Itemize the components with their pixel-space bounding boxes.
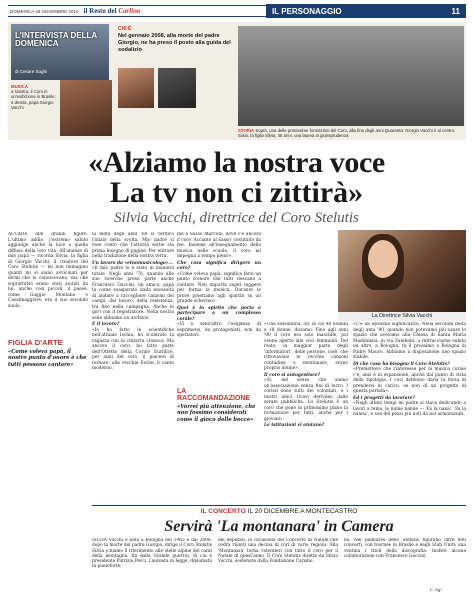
historic-choir-photo (238, 26, 464, 126)
interview-title: L'INTERVISTA DELLA DOMENICA (15, 31, 97, 48)
page-number: 11 (451, 6, 460, 16)
concert-column-2: dei deputati, in occasione del Concerto di Natale che vedrà riuniti una decina di cori di varie regioni. Alla 'Montanara' torna volentieri con tutto il coro per il Natale di quest'anno. Il Coro Stelutis dirette da Silvia Vacchi, sostenute dalla Fondazione Carisbo. (218, 538, 338, 565)
concert-headline: Servirà 'La montanara' in Camera (164, 518, 394, 535)
article-column-4: «Una sessantina, 58, di cui 40 uomini e 18 donne, diciamo. Fino agli anni '90 il coro era solo maschile, poi venne aperto alle voci femminili. Del resto, la maggior parte degli 'informatori', delle persone, cioè, che ritrovavano le vecchie canzoni contadine o montanare, erano proprio donne». Il coro si autogestisce? «Sì, nel senso che siamo un'associazione senza fini di lucro. I coristi sono tutti dei volontari, e i nostri unici ricavi derivano dalle serate pubbliche. Lo Stelutis è un coro che pone in primissimo piano la formazione per tutti, anche per i giovani». Le istituzioni vi aiutano? (264, 322, 348, 428)
sidebox-quote: «Come voleva papà, il nostro punto d'onore è che tutti possano cantare» (8, 349, 87, 368)
racc-title: LA RACCOMANDAZIONE (177, 388, 251, 402)
storia-caption: STORIA Sopra, una delle primissime formazioni del Coro, alla fine degli anni Quaranta: Giorgio Vacchi è al centro. Sotto, la figlia Silvia, 45 anni, una laurea in giurisprudenza (238, 128, 456, 138)
music-caption: MUSICA a sinistra, il Coro in un'esibizione in Brasile; a destra, papà Giorgio Vacchi (11, 84, 56, 110)
article-column-1: ACCADE alle grandi figure. L'ultimo addio, l'estremo saluto aggiunge anche la luce a quella diffusa della loro vita. All'ananse di mio papà — ricorda Silvia, la figlia di Giorgio Vacchi, il creatore del Coro Stelutis — lei non immagino quanti mi si siano avvicinati per dirmi che lo conoscevano, ma che soprattutto erano stati aiutati da lui, anche così piccoli, il paese, come Gaggio Montano o Casalmaggiore, era il suo secondo suolo. (8, 232, 88, 309)
chi-e-box (118, 26, 236, 54)
father-photo (60, 80, 112, 136)
portrait-caption: La Direttrice Silvia Vacchi (338, 312, 466, 321)
byline: di Cesare Sughi (15, 69, 48, 74)
section-banner (266, 4, 466, 18)
newspaper-logo: il Resto del Carlino (83, 7, 141, 15)
choir-photo-small (118, 68, 154, 108)
raccomandazione-box (177, 388, 261, 423)
interview-photo (11, 24, 109, 80)
article-column-3: me a Sasso Marconi, dove c'è ancora il coro 'Accanto al Sasso' costituito da me. Insieme all'insegnamento della musica nelle scuole, il coro mi impegna a tempo pieno». Che cosa significa dirigere un coro? «Come voleva papà, significa farsi un punto d'onore che tutti riescano a cantare. Non importa saper leggere per forma la musica. Durante le prove prestiamo agli spartiti su un grande schermo». Quel è lo spirito che porta a partecipare a un complesso corale? «Vi è senz'altro l'esigenza di esprimersi, da protagonisti, non da spettatori. (177, 232, 261, 338)
racc-quote: «Vorrei più attenzione, che non fossimo considerati come il gioco delle bocce» (177, 404, 256, 423)
headline-line-1: «Alziamo la nostra voce (88, 146, 385, 179)
concert-column-1: SILVIA Vacchi è nata a Bologna nel 1965 e dal 2008, dopo la morte del padre Giorgio, dirige il Coro Stelutis Silvia (chiamo il riferimento alle stelle alpine del canti della montagna, fin dalla Grande guerra), di cui è presidente Patrizia Pecci. Laureata in legge, diplomata in pianoforte. (92, 538, 212, 570)
director-photo-small (158, 68, 196, 108)
page-header (8, 4, 466, 18)
portrait-photo (338, 230, 466, 312)
figlia-darte-box (8, 336, 88, 368)
headline-line-2: La tv non ci zittirà» (109, 176, 364, 209)
masthead (8, 5, 266, 17)
article-column-5: «C'è un episodio significativo. Nella seconda metà degli anni '90, quando non potevamo più usare lo spazio che avevamo alla Chiesa di Santa Maria Maddalena, in via Zamboni, a rintracciarne subito un altro, a Bologna, fu il prossimo a Bologna di Padre Mauro. Abbiamo a disposizione uno spazio stabile. Di che cosa ha bisogno il Coro Stelutis? «Premettevo che l'interesse per la musica corale c'è, anzi è in espansione, anche dal punto di vista della tipologia. I cori debbono darsi la forza di prendersi in carico, se non di un progetto di questa portata». Ed i progetti da lavorare? «Negli ultimi tempi mi padre si stava dedicando a lavori a tema, le ninne nanne — 'Fa la nana'. 'Fa la nanna', e son dei pezzi più noti da noi armonizzati. (353, 322, 466, 417)
section-title: IL PERSONAGGIO (272, 6, 342, 16)
author-signature: c. sg. (430, 588, 443, 593)
subtitle: Silvia Vacchi, direttrice del Coro Stelutis (114, 210, 359, 226)
article-column-2: la metà degli anni '60 si verificò l'inizio della svolta. Mio padre si rese conto che l'attività serbe sta prima bisogno di pagine. Per entrare nella tradizione della nostra terra. Un lavoro da «etnomusicologo»... «E mio padre lo è stato in maniera totale. Negli anni '70, quando alle sue ricerche prese parte anche Francesco Guccini, un amico, papà fu come esasperato dalla necessità di andare a raccogliere canzoni dei campi, del lavoro, della resistenza, tra fino nella campagna. Anche in giro con il registratore. Nella nostra sede abbiamo un archivio. E il lavoro? «Io ho fatto le scientifiche nell'attuale Ischia, ho scontrato la ragazza con la chitarra classica. Ma ancora il coro, ho fatto parte dell'Ottetto della Corale Euridice, per anni del coro, il piacere di tornare, alle vecchie Esche, il canto moderno. (92, 232, 174, 371)
concert-kicker: IL CONCERTO IL 20 DICEMBRE A MONTECASTRO (200, 508, 358, 515)
sidebox-title: FIGLIA D'ARTE (8, 338, 63, 347)
issue-date: DOMENICA 28 NOVEMBRE 2010 (10, 8, 79, 14)
concert-divider (92, 505, 466, 506)
chi-e-label: CHI È (118, 26, 132, 32)
concert-column-3: bo. Nel palmarès dello Stelutis figurano oltre 600 concerti, con tournée in Brasile e negli Stati Uniti; una ventina i titoli della discografia. Inoltre alcune collaborazioni con Francesco Guccini. (344, 538, 466, 559)
chi-e-text: Nel gennaio 2008, alla morte del padre Giorgio, ne ha preso il posto alla guida del sodalizio (118, 33, 231, 53)
